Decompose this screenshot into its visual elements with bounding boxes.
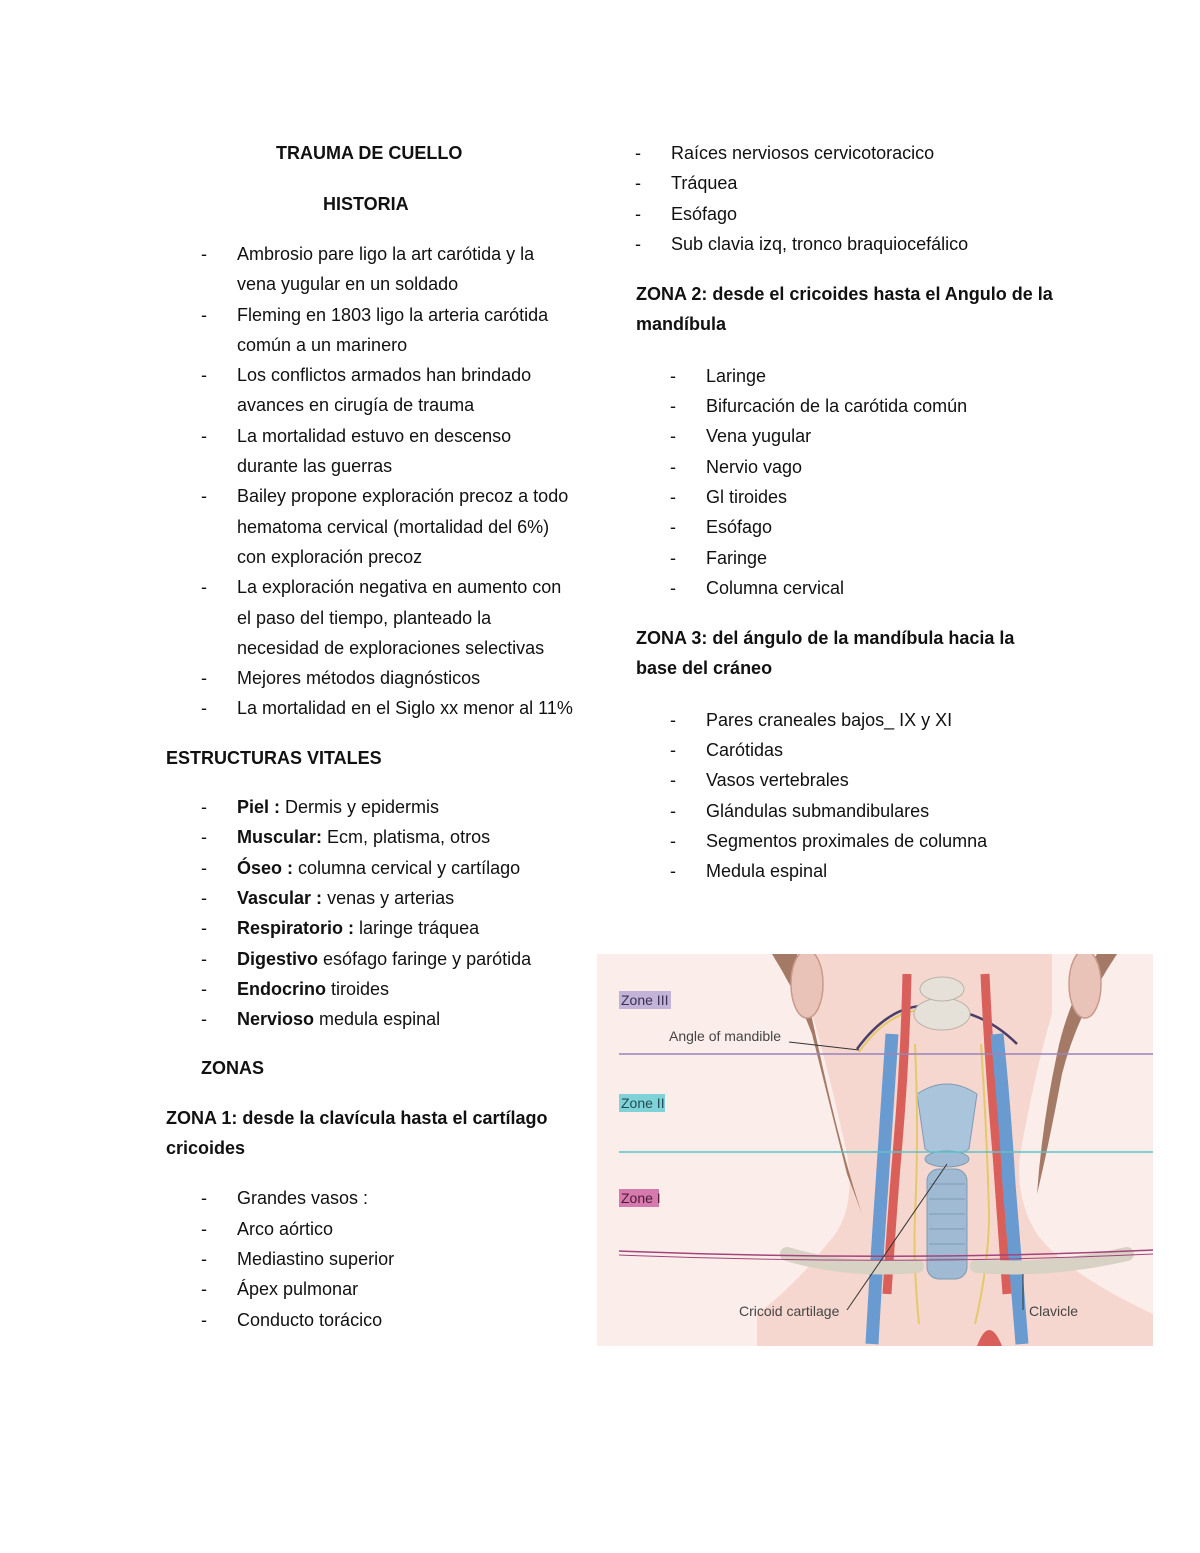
list-item: - Columna cervical (635, 573, 1056, 603)
list-item (166, 822, 576, 852)
list-item: - Segmentos proximales de columna (635, 826, 1056, 856)
zone3-heading: ZONA 3: del ángulo de la mandíbula hacia la base del cráneo (636, 628, 1015, 679)
left-column (166, 138, 576, 1335)
zone2-heading: ZONA 2: desde el cricoides hasta el Angulo de la mandíbula (636, 284, 1053, 335)
list-item: - Glándulas submandibulares (635, 796, 1056, 826)
list-item: - La exploración negativa en aumento con el paso del tiempo, planteado la necesidad de exploraciones selectivas (166, 572, 576, 663)
structure-text: venas y arterias (322, 887, 455, 908)
vertebra-c0 (920, 977, 964, 1001)
structure-text: Ecm, platisma, otros (322, 827, 491, 848)
list-item: - Medula espinal (635, 856, 1056, 886)
list-item: - Arco aórtico (166, 1214, 576, 1244)
zone1-heading: ZONA 1: desde la clavícula hasta el cartílago cricoides (166, 1107, 548, 1159)
list-item (166, 853, 576, 883)
structure-text: tiroides (326, 978, 390, 999)
ear-right (1069, 954, 1101, 1018)
clavicle-label: Clavicle (1029, 1303, 1079, 1319)
list-item: - Mediastino superior (166, 1244, 576, 1274)
list-item (166, 974, 576, 1004)
zone1-list-continued (600, 138, 1056, 259)
structure-text: esófago faringe y parótida (318, 948, 532, 969)
list-item: - Ápex pulmonar (166, 1274, 576, 1304)
list-item (166, 944, 576, 974)
structure-label: Piel : (237, 797, 281, 818)
structure-text: columna cervical y cartílago (293, 857, 521, 878)
list-item (166, 913, 576, 943)
zone3-label: Zone III (621, 992, 669, 1008)
trachea (927, 1169, 967, 1279)
list-item: - Raíces nerviosos cervicotoracico (600, 138, 1056, 168)
zone1-label: Zone I (621, 1190, 661, 1206)
list-item: - Tráquea (600, 168, 1056, 198)
structure-label: Vascular : (237, 887, 323, 908)
structure-label: Óseo : (237, 857, 294, 878)
history-list (166, 239, 576, 724)
list-item (166, 883, 576, 913)
list-item: - La mortalidad en el Siglo xx menor al 11% (166, 693, 576, 723)
neck-zones-illustration (597, 954, 1153, 1346)
zone2-list (635, 361, 1056, 603)
list-item: - Nervio vago (635, 452, 1056, 482)
list-item: - Esófago (600, 199, 1056, 229)
structures-heading: ESTRUCTURAS VITALES (166, 747, 382, 768)
list-item: - Grandes vasos : (166, 1183, 576, 1213)
vertebra-c1 (914, 998, 970, 1030)
list-item: - Laringe (635, 361, 1056, 391)
structure-text: Dermis y epidermis (280, 797, 440, 818)
structure-label: Muscular: (237, 827, 323, 848)
angle-label: Angle of mandible (669, 1028, 782, 1044)
zone3-list (635, 705, 1056, 887)
list-item: - Bifurcación de la carótida común (635, 391, 1056, 421)
zone1-list (166, 1183, 576, 1334)
structures-list (166, 792, 576, 1034)
list-item: - Fleming en 1803 ligo la arteria carótida común a un marinero (166, 300, 576, 361)
list-item: - Ambrosio pare ligo la art carótida y la vena yugular en un soldado (166, 239, 576, 300)
list-item: - Pares craneales bajos_ IX y XI (635, 705, 1056, 735)
list-item: - La mortalidad estuvo en descenso durante las guerras (166, 421, 576, 482)
structure-label: Digestivo (237, 948, 319, 969)
list-item: - Mejores métodos diagnósticos (166, 663, 576, 693)
list-item: - Vasos vertebrales (635, 765, 1056, 795)
list-item: - Conducto torácico (166, 1305, 576, 1335)
list-item: - Faringe (635, 543, 1056, 573)
list-item (166, 1004, 576, 1034)
structure-label: Nervioso (237, 1009, 315, 1030)
history-heading: HISTORIA (323, 194, 409, 214)
list-item (166, 792, 576, 822)
list-item: - Sub clavia izq, tronco braquiocefálico (600, 229, 1056, 259)
neck-zones-figure (597, 954, 1153, 1346)
list-item: - Esófago (635, 512, 1056, 542)
list-item: - Los conflictos armados han brindado avances en cirugía de trauma (166, 360, 576, 421)
structure-text: laringe tráquea (354, 918, 480, 939)
list-item: - Vena yugular (635, 421, 1056, 451)
list-item: - Bailey propone exploración precoz a todo hematoma cervical (mortalidad del 6%) con exploración precoz (166, 481, 576, 572)
cricoid-label: Cricoid cartilage (739, 1303, 840, 1319)
document-title: TRAUMA DE CUELLO (276, 143, 463, 163)
list-item: - Carótidas (635, 735, 1056, 765)
thyroid-cartilage (917, 1084, 977, 1157)
structure-text: medula espinal (314, 1009, 441, 1030)
list-item: - Gl tiroides (635, 482, 1056, 512)
structure-label: Endocrino (237, 978, 326, 999)
zones-heading: ZONAS (201, 1058, 264, 1079)
ear-left (791, 954, 823, 1018)
structure-label: Respiratorio : (237, 918, 355, 939)
right-column (636, 138, 1056, 887)
zone2-label: Zone II (621, 1095, 665, 1111)
